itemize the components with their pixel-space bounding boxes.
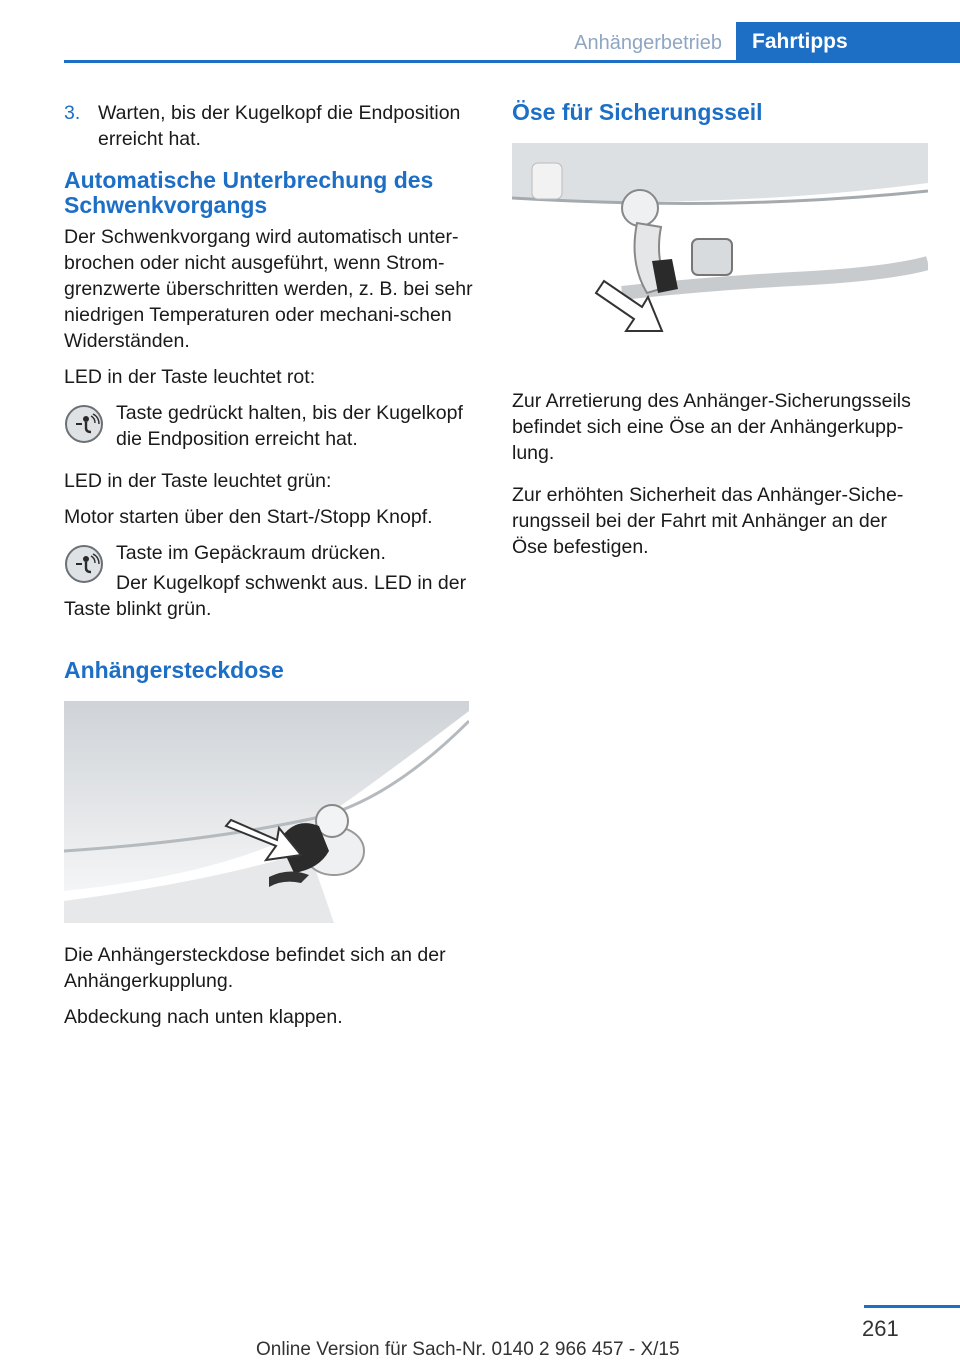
- icon2-text-continued: Der Kugelkopf schwenkt aus. LED in der Taste blinkt grün.: [64, 572, 467, 620]
- socket-cover-text: Abdeckung nach unten klappen.: [64, 1006, 343, 1028]
- safety-eye-photo: [512, 143, 928, 343]
- eye-purpose-text: Zur Arretierung des Anhänger-Sicherungsseils befindet sich eine Öse an der Anhängerkupp‐lung.: [512, 390, 911, 464]
- eye-safety-text: Zur erhöhten Sicherheit das Anhänger-Siche‐rungsseil bei der Fahrt mit Anhänger an der Öse befestigen.: [512, 484, 904, 558]
- footer-online-version: Online Version für Sach-Nr. 0140 2 966 457 - X/15: [256, 1339, 680, 1360]
- step-3: [64, 100, 476, 152]
- trailer-socket-photo: [64, 701, 469, 923]
- tow-hitch-button-icon: [64, 544, 104, 584]
- left-column: [64, 100, 476, 1040]
- paragraph-interruption: Der Schwenkvorgang wird automatisch unter‐brochen oder nicht ausgeführt, wenn Strom‐grenzwerte überschritten werden, z. B. bei sehr niedrigen Temperaturen oder mechani‐schen Widerständen.: [64, 226, 473, 352]
- tow-hitch-button-icon: [64, 404, 104, 444]
- right-column: [512, 100, 928, 570]
- icon1-text: Taste gedrückt halten, bis der Kugelkopf die Endposition erreicht hat.: [116, 402, 463, 450]
- socket-location-text: Die Anhängersteckdose befindet sich an der Anhängerkupplung.: [64, 944, 446, 992]
- icon-instruction-press: [64, 540, 476, 566]
- motor-start-text: Motor starten über den Start-/Stopp Knopf.: [64, 506, 433, 528]
- footer-rule: [864, 1305, 960, 1308]
- page-number: 261: [862, 1316, 899, 1341]
- step-text: Warten, bis der Kugelkopf die Endposition erreicht hat.: [98, 102, 461, 150]
- icon-instruction-hold: [64, 400, 476, 452]
- icon2-text: Taste im Gepäckraum drücken.: [116, 542, 386, 564]
- header-chapter-tab: Fahrtipps: [736, 22, 960, 62]
- heading-safety-eye: Öse für Sicherungsseil: [512, 99, 763, 125]
- header-section-title: Anhängerbetrieb: [574, 32, 722, 54]
- step-number: 3.: [64, 102, 81, 124]
- led-red-text: LED in der Taste leuchtet rot:: [64, 366, 316, 388]
- heading-automatic-interruption: Automatische Unterbrechung des Schwenkvorgangs: [64, 167, 434, 218]
- led-green-text: LED in der Taste leuchtet grün:: [64, 470, 332, 492]
- heading-trailer-socket: Anhängersteckdose: [64, 657, 284, 683]
